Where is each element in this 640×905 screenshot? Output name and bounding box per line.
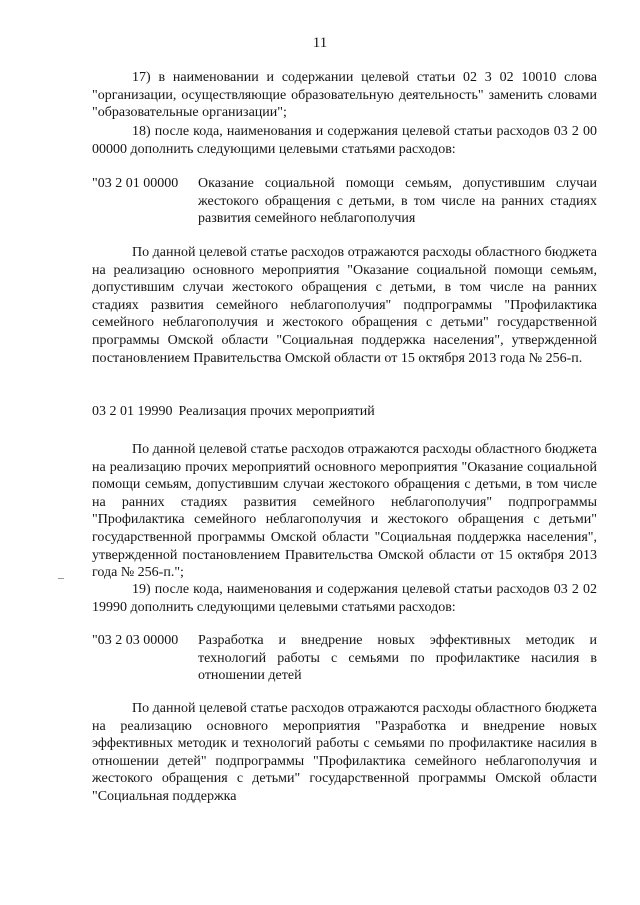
entry-title: Оказание социальной помощи семьям, допустившим случаи жестокого обращения с детьми, в том числе на ранних стадиях развития семейного неблагополучия	[198, 176, 597, 227]
code-entry-03-2-01-19990	[92, 403, 597, 421]
entry-code: 03 2 01 19990	[92, 404, 173, 419]
description-text: По данной целевой статье расходов отражаются расходы областного бюджета на реализацию основного мероприятия "Оказание социальной помощи семьям, допустившим случаи жестокого обращения с детьми, в том числе на ранних стадиях развития семейного неблагополучия" подпрограммы "Профилактика семейного неблагополучия и жестокого обращения с детьми" государственной программы Омской области "Социальная поддержка населения", утвержденной постановлением Правительства Омской области от 15 октября 2013 года № 256-п.	[92, 245, 597, 366]
description-03-2-01-19990	[92, 441, 597, 582]
code-entry-03-2-01-00000	[92, 175, 597, 228]
margin-mark	[58, 578, 64, 579]
entry-code: "03 2 03 00000	[92, 633, 179, 648]
item-19-text: 19) после кода, наименования и содержания целевой статьи расходов 03 2 02 19990 дополнить следующими целевыми статьями расходов:	[92, 582, 597, 615]
entry-title: Разработка и внедрение новых эффективных методик и технологий работы с семьями по профилактике насилия в отношении детей	[198, 633, 597, 684]
description-03-2-01-00000	[92, 244, 597, 367]
item-17-text: 17) в наименовании и содержании целевой статьи 02 3 02 10010 слова "организации, осуществляющие образовательную деятельность" заменить словами "образовательные организации";	[92, 70, 597, 121]
description-text: По данной целевой статье расходов отражаются расходы областного бюджета на реализацию основного мероприятия "Разработка и внедрение новых эффективных методик и технологий работы с семьями по профилактике насилия в отношении детей" подпрограммы "Профилактика семейного неблагополучия и жестокого обращения с детьми" государственной программы Омской области "Социальная поддержка	[92, 701, 597, 804]
item-18-text: 18) после кода, наименования и содержания целевой статьи расходов 03 2 00 00000 дополнить следующими целевыми статьями расходов:	[92, 124, 597, 157]
description-03-2-03-00000	[92, 700, 597, 806]
code-entry-03-2-03-00000	[92, 632, 597, 685]
description-text: По данной целевой статье расходов отражаются расходы областного бюджета на реализацию прочих мероприятий основного мероприятия "Оказание социальной помощи семьям, допустившим случаи жестокого обращения с детьми, в том числе на ранних стадиях развития семейного неблагополучия" подпрограммы "Профилактика семейного неблагополучия и жестокого обращения с детьми" государственной программы Омской области "Социальная поддержка населения", утвержденной постановлением Правительства Омской области от 15 октября 2013 года № 256-п.";	[92, 442, 597, 581]
page-number: 11	[312, 35, 328, 51]
paragraph-item-18	[92, 123, 597, 158]
paragraph-item-19	[92, 581, 597, 616]
paragraph-item-17	[92, 69, 597, 122]
entry-code: "03 2 01 00000	[92, 176, 179, 191]
entry-title: Реализация прочих мероприятий	[178, 404, 375, 419]
